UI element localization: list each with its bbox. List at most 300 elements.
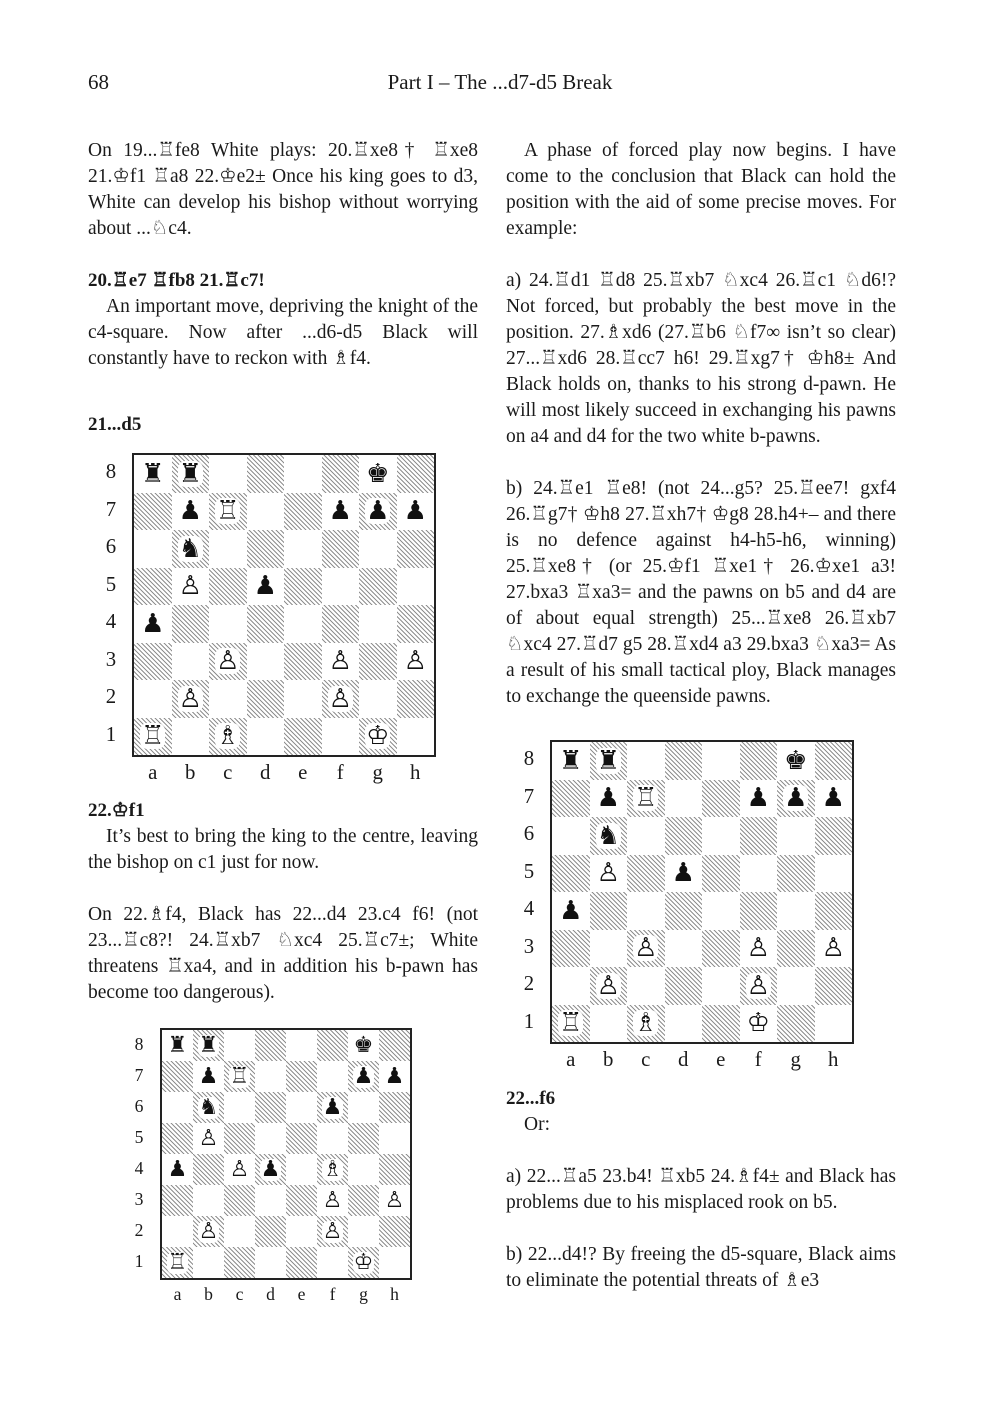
square-d5 — [665, 855, 703, 893]
square-b4 — [172, 605, 210, 643]
square-g7 — [348, 1061, 379, 1092]
file-label: d — [260, 761, 271, 784]
white-pawn-icon: ♙ — [384, 1187, 405, 1213]
square-g3 — [359, 643, 397, 681]
white-pawn-icon: ♙ — [328, 683, 352, 714]
file-label: e — [716, 1048, 726, 1071]
square-h4 — [397, 605, 435, 643]
square-a1 — [134, 718, 172, 756]
file-label: b — [603, 1048, 614, 1071]
paragraph: b) 22...d4!? By freeing the d5-square, Black aims to eliminate the potential threats of ♗e3 — [506, 1244, 896, 1291]
square-e6 — [284, 530, 322, 568]
black-pawn-icon: ♟ — [403, 496, 427, 527]
white-pawn-icon: ♙ — [746, 970, 770, 1001]
black-pawn-icon: ♟ — [366, 496, 390, 527]
right-column-bottom — [506, 1086, 896, 1294]
white-pawn-icon: ♙ — [403, 646, 427, 677]
square-f1 — [740, 1005, 778, 1043]
white-pawn-icon: ♙ — [328, 646, 352, 677]
black-pawn-icon: ♟ — [596, 783, 620, 814]
square-h3 — [815, 930, 853, 968]
square-g4 — [777, 892, 815, 930]
square-a7 — [134, 493, 172, 531]
square-d6 — [255, 1092, 286, 1123]
square-b5 — [172, 568, 210, 606]
white-rook-icon: ♖ — [141, 721, 165, 752]
black-pawn-icon: ♟ — [353, 1063, 374, 1089]
paragraph: a) 24.♖d1 ♖d8 25.♖xb7 ♘xc4 26.♖c1 ♘d6!? Not forced, but probably the best move in the position. 27.♗xd6 (27.♖b6 ♘f7∞ isn’t so clear) 27...♖xd6 28.♖cc7 h6! 29.♖xg7† ♔h8± And Black holds on, thanks to his strong d-pawn. He will most likely succeed in exchanging his pawns on a4 and d4 for the two white b-pawns. — [506, 270, 896, 447]
rank-label: 2 — [105, 685, 117, 709]
square-e6 — [702, 817, 740, 855]
square-e8 — [702, 742, 740, 780]
file-label: e — [298, 761, 308, 784]
square-a2 — [552, 967, 590, 1005]
square-e7 — [284, 493, 322, 531]
square-h3 — [379, 1185, 410, 1216]
left-column-middle — [88, 798, 478, 1006]
chess-board — [132, 453, 436, 757]
square-e2 — [702, 967, 740, 1005]
square-g8 — [777, 742, 815, 780]
page-number: 68 — [88, 70, 109, 94]
square-f4 — [740, 892, 778, 930]
square-a7 — [162, 1061, 193, 1092]
running-title: Part I – The ...d7-d5 Break — [387, 70, 613, 94]
square-h5 — [815, 855, 853, 893]
black-knight-icon: ♞ — [178, 533, 202, 564]
square-a5 — [134, 568, 172, 606]
white-rook-icon: ♖ — [559, 1008, 583, 1039]
rank-label: 1 — [134, 1250, 144, 1271]
white-pawn-icon: ♙ — [178, 571, 202, 602]
black-rook-icon: ♜ — [596, 745, 620, 776]
square-g4 — [359, 605, 397, 643]
rank-label: 1 — [523, 1009, 535, 1033]
square-f3 — [322, 643, 360, 681]
square-d4 — [255, 1154, 286, 1185]
file-label: a — [173, 1284, 182, 1304]
square-e3 — [286, 1185, 317, 1216]
rank-label: 4 — [523, 897, 535, 921]
chess-board — [550, 740, 854, 1044]
square-f4 — [317, 1154, 348, 1185]
square-c5 — [209, 568, 247, 606]
square-d2 — [665, 967, 703, 1005]
square-f6 — [317, 1092, 348, 1123]
rank-label: 1 — [105, 722, 117, 746]
file-label: e — [297, 1284, 306, 1304]
paragraph: On 19...♖fe8 White plays: 20.♖xe8† ♖xe8 21.♔f1 ♖a8 22.♔e2± Once his king goes to d3, White can develop his bishop without worrying about ...♘c4. — [88, 140, 478, 239]
square-c3 — [627, 930, 665, 968]
square-e7 — [286, 1061, 317, 1092]
square-f3 — [317, 1185, 348, 1216]
square-a1 — [162, 1247, 193, 1278]
square-f1 — [322, 718, 360, 756]
square-c1 — [209, 718, 247, 756]
rank-label: 5 — [523, 859, 535, 883]
square-g5 — [359, 568, 397, 606]
square-g2 — [777, 967, 815, 1005]
square-g2 — [348, 1216, 379, 1247]
square-h2 — [379, 1216, 410, 1247]
black-rook-icon: ♜ — [141, 458, 165, 489]
square-b6 — [172, 530, 210, 568]
square-d2 — [247, 680, 285, 718]
square-e4 — [284, 605, 322, 643]
square-f6 — [322, 530, 360, 568]
square-b4 — [590, 892, 628, 930]
square-c7 — [209, 493, 247, 531]
file-label: f — [754, 1048, 762, 1071]
square-a3 — [162, 1185, 193, 1216]
file-label: d — [678, 1048, 689, 1071]
file-label: h — [828, 1048, 839, 1071]
white-king-icon: ♔ — [746, 1008, 770, 1039]
square-a7 — [552, 780, 590, 818]
square-g6 — [777, 817, 815, 855]
square-f2 — [317, 1216, 348, 1247]
paragraph: Or: — [524, 1114, 550, 1135]
square-c2 — [224, 1216, 255, 1247]
square-a1 — [552, 1005, 590, 1043]
chess-diagram — [128, 1028, 418, 1313]
black-pawn-icon: ♟ — [328, 496, 352, 527]
paragraph: b) 24.♖e1 ♖e8! (not 24...g5? 25.♖ee7! gxf4 26.♖g7† ♔h8 27.♖xh7† ♔g8 28.h4+– and there is no defence against h4-h5-h6, winning) 25.♖xe8† (or 25.♔f1 ♖xe1† 26.♔xe1 a3! 27.bxa3 ♖xa3= and the pawns on b5 and d4 are of about equal strength) 25...♖xe8 26.♖xb7 ♘xc4 27.♖d7 g5 28.♖xd4 a3 29.bxa3 ♘xa3= As a result of his small tactical ploy, Black manages to exchange the queenside pawns. — [506, 478, 896, 707]
square-a4 — [162, 1154, 193, 1185]
square-d8 — [247, 455, 285, 493]
square-e1 — [702, 1005, 740, 1043]
square-e3 — [284, 643, 322, 681]
square-b2 — [172, 680, 210, 718]
white-pawn-icon: ♙ — [198, 1125, 219, 1151]
square-g1 — [777, 1005, 815, 1043]
white-pawn-icon: ♙ — [596, 970, 620, 1001]
square-f2 — [740, 967, 778, 1005]
black-pawn-icon: ♟ — [253, 571, 277, 602]
square-g2 — [359, 680, 397, 718]
file-label: f — [336, 761, 344, 784]
square-c1 — [627, 1005, 665, 1043]
square-h2 — [397, 680, 435, 718]
square-a6 — [552, 817, 590, 855]
square-e4 — [286, 1154, 317, 1185]
square-c4 — [627, 892, 665, 930]
file-label: b — [185, 761, 196, 784]
black-king-icon: ♚ — [353, 1032, 374, 1058]
square-a3 — [134, 643, 172, 681]
paragraph: It’s best to bring the king to the centre, leaving the bishop on c1 just for now. — [88, 826, 478, 873]
square-h6 — [815, 817, 853, 855]
square-h5 — [379, 1123, 410, 1154]
square-c7 — [627, 780, 665, 818]
file-label: f — [329, 1284, 336, 1304]
square-d7 — [665, 780, 703, 818]
square-c4 — [209, 605, 247, 643]
square-c7 — [224, 1061, 255, 1092]
rank-label: 3 — [134, 1188, 144, 1209]
square-b8 — [172, 455, 210, 493]
file-label: c — [223, 761, 233, 784]
black-pawn-icon: ♟ — [384, 1063, 405, 1089]
square-d2 — [255, 1216, 286, 1247]
square-a5 — [552, 855, 590, 893]
square-b1 — [193, 1247, 224, 1278]
square-d5 — [255, 1123, 286, 1154]
square-f4 — [322, 605, 360, 643]
square-g3 — [777, 930, 815, 968]
square-b7 — [590, 780, 628, 818]
square-b3 — [590, 930, 628, 968]
square-d4 — [247, 605, 285, 643]
paragraph: On 22.♗f4, Black has 22...d4 23.c4 f6! (not 23...♖c8?! 24.♖xb7 ♘xc4 25.♖c7±; White threatens ♖xa4, and in addition his b-pawn has become too dangerous). — [88, 904, 478, 1003]
square-d6 — [247, 530, 285, 568]
square-e5 — [284, 568, 322, 606]
rank-label: 3 — [105, 647, 117, 671]
chess-board — [160, 1028, 412, 1280]
black-king-icon: ♚ — [366, 458, 390, 489]
square-b3 — [172, 643, 210, 681]
square-g3 — [348, 1185, 379, 1216]
square-a3 — [552, 930, 590, 968]
white-pawn-icon: ♙ — [322, 1187, 343, 1213]
square-f7 — [317, 1061, 348, 1092]
square-g8 — [359, 455, 397, 493]
file-label: g — [790, 1048, 801, 1071]
file-label: h — [410, 761, 421, 784]
rank-label: 6 — [134, 1095, 144, 1116]
square-b1 — [590, 1005, 628, 1043]
square-b6 — [590, 817, 628, 855]
square-e2 — [284, 680, 322, 718]
square-h7 — [379, 1061, 410, 1092]
black-pawn-icon: ♟ — [141, 608, 165, 639]
black-pawn-icon: ♟ — [178, 496, 202, 527]
square-a5 — [162, 1123, 193, 1154]
square-f5 — [317, 1123, 348, 1154]
file-label: c — [641, 1048, 651, 1071]
square-d3 — [255, 1185, 286, 1216]
square-h8 — [379, 1030, 410, 1061]
rank-label: 2 — [523, 972, 535, 996]
white-king-icon: ♔ — [366, 721, 390, 752]
black-king-icon: ♚ — [784, 745, 808, 776]
rank-label: 7 — [134, 1064, 144, 1085]
rank-label: 8 — [134, 1033, 144, 1054]
rank-label: 7 — [523, 784, 535, 808]
square-f5 — [322, 568, 360, 606]
white-bishop-icon: ♗ — [216, 721, 240, 752]
square-h1 — [397, 718, 435, 756]
black-pawn-icon: ♟ — [198, 1063, 219, 1089]
square-e4 — [702, 892, 740, 930]
square-d6 — [665, 817, 703, 855]
square-h7 — [397, 493, 435, 531]
square-b5 — [590, 855, 628, 893]
square-e5 — [702, 855, 740, 893]
square-b7 — [172, 493, 210, 531]
square-c4 — [224, 1154, 255, 1185]
rank-label: 2 — [134, 1219, 144, 1240]
chess-diagram — [100, 453, 440, 793]
square-d8 — [255, 1030, 286, 1061]
rank-label: 4 — [134, 1157, 144, 1178]
square-c6 — [209, 530, 247, 568]
square-b1 — [172, 718, 210, 756]
square-c3 — [224, 1185, 255, 1216]
white-pawn-icon: ♙ — [198, 1218, 219, 1244]
square-d1 — [247, 718, 285, 756]
square-g1 — [348, 1247, 379, 1278]
black-knight-icon: ♞ — [198, 1094, 219, 1120]
square-e7 — [702, 780, 740, 818]
file-label: d — [266, 1284, 275, 1304]
page-header — [0, 70, 1000, 100]
square-h4 — [379, 1154, 410, 1185]
paragraph: An important move, depriving the knight of the c4-square. Now after ...d6-d5 Black will constantly have to reckon with ♗f4. — [88, 296, 478, 369]
paragraph: A phase of forced play now begins. I have come to the conclusion that Black can hold the position with the aid of some precise moves. For example: — [506, 140, 896, 239]
white-pawn-icon: ♙ — [322, 1218, 343, 1244]
square-f3 — [740, 930, 778, 968]
black-pawn-icon: ♟ — [559, 895, 583, 926]
square-d5 — [247, 568, 285, 606]
file-label: a — [148, 761, 158, 784]
square-f5 — [740, 855, 778, 893]
square-d4 — [665, 892, 703, 930]
square-c2 — [627, 967, 665, 1005]
square-f8 — [322, 455, 360, 493]
square-d3 — [247, 643, 285, 681]
square-g1 — [359, 718, 397, 756]
square-a8 — [162, 1030, 193, 1061]
square-h8 — [815, 742, 853, 780]
right-column-top — [506, 138, 896, 710]
square-b4 — [193, 1154, 224, 1185]
file-label: g — [359, 1284, 368, 1304]
square-h2 — [815, 967, 853, 1005]
square-f8 — [740, 742, 778, 780]
black-pawn-icon: ♟ — [784, 783, 808, 814]
square-c8 — [224, 1030, 255, 1061]
white-rook-icon: ♖ — [216, 496, 240, 527]
square-e3 — [702, 930, 740, 968]
square-c2 — [209, 680, 247, 718]
square-a2 — [162, 1216, 193, 1247]
file-label: c — [235, 1284, 244, 1304]
square-e6 — [286, 1092, 317, 1123]
file-label: a — [566, 1048, 576, 1071]
square-a8 — [552, 742, 590, 780]
black-pawn-icon: ♟ — [260, 1156, 281, 1182]
black-pawn-icon: ♟ — [167, 1156, 188, 1182]
square-h1 — [815, 1005, 853, 1043]
square-e1 — [284, 718, 322, 756]
square-e1 — [286, 1247, 317, 1278]
left-column-top — [88, 138, 478, 438]
white-rook-icon: ♖ — [167, 1249, 188, 1275]
white-rook-icon: ♖ — [229, 1063, 250, 1089]
square-c6 — [627, 817, 665, 855]
black-rook-icon: ♜ — [178, 458, 202, 489]
square-a6 — [134, 530, 172, 568]
square-g8 — [348, 1030, 379, 1061]
square-e2 — [286, 1216, 317, 1247]
black-rook-icon: ♜ — [198, 1032, 219, 1058]
file-label: h — [390, 1284, 399, 1304]
square-e8 — [286, 1030, 317, 1061]
square-h1 — [379, 1247, 410, 1278]
move-heading: 20.♖e7 ♖fb8 21.♖c7! — [88, 270, 265, 291]
rank-label: 6 — [105, 535, 117, 559]
white-rook-icon: ♖ — [634, 783, 658, 814]
move-heading: 22...f6 — [506, 1088, 556, 1109]
white-pawn-icon: ♙ — [178, 683, 202, 714]
square-h4 — [815, 892, 853, 930]
square-b7 — [193, 1061, 224, 1092]
square-b3 — [193, 1185, 224, 1216]
square-a6 — [162, 1092, 193, 1123]
rank-label: 8 — [523, 747, 535, 771]
square-d3 — [665, 930, 703, 968]
square-f8 — [317, 1030, 348, 1061]
square-h6 — [397, 530, 435, 568]
black-rook-icon: ♜ — [559, 745, 583, 776]
white-pawn-icon: ♙ — [229, 1156, 250, 1182]
square-d8 — [665, 742, 703, 780]
black-pawn-icon: ♟ — [671, 858, 695, 889]
rank-label: 7 — [105, 497, 117, 521]
square-b6 — [193, 1092, 224, 1123]
square-f6 — [740, 817, 778, 855]
rank-label: 4 — [105, 610, 117, 634]
square-f2 — [322, 680, 360, 718]
square-h8 — [397, 455, 435, 493]
chess-diagram — [518, 740, 858, 1080]
rank-label: 5 — [105, 572, 117, 596]
square-b2 — [193, 1216, 224, 1247]
square-g7 — [777, 780, 815, 818]
rank-label: 6 — [523, 822, 535, 846]
square-e5 — [286, 1123, 317, 1154]
black-knight-icon: ♞ — [596, 820, 620, 851]
rank-label: 5 — [134, 1126, 144, 1147]
white-pawn-icon: ♙ — [634, 933, 658, 964]
square-g4 — [348, 1154, 379, 1185]
square-d1 — [665, 1005, 703, 1043]
square-b5 — [193, 1123, 224, 1154]
rank-label: 8 — [105, 460, 117, 484]
square-h5 — [397, 568, 435, 606]
file-label: b — [204, 1284, 213, 1304]
square-f7 — [322, 493, 360, 531]
black-pawn-icon: ♟ — [322, 1094, 343, 1120]
square-h6 — [379, 1092, 410, 1123]
square-h7 — [815, 780, 853, 818]
square-g6 — [359, 530, 397, 568]
file-label: g — [372, 761, 383, 784]
square-c5 — [224, 1123, 255, 1154]
square-f7 — [740, 780, 778, 818]
white-pawn-icon: ♙ — [746, 933, 770, 964]
move-heading: 22.♔f1 — [88, 800, 145, 821]
white-pawn-icon: ♙ — [216, 646, 240, 677]
square-a2 — [134, 680, 172, 718]
square-g6 — [348, 1092, 379, 1123]
rank-label: 3 — [523, 934, 535, 958]
white-bishop-icon: ♗ — [322, 1156, 343, 1182]
white-king-icon: ♔ — [353, 1249, 374, 1275]
square-c3 — [209, 643, 247, 681]
white-bishop-icon: ♗ — [634, 1008, 658, 1039]
